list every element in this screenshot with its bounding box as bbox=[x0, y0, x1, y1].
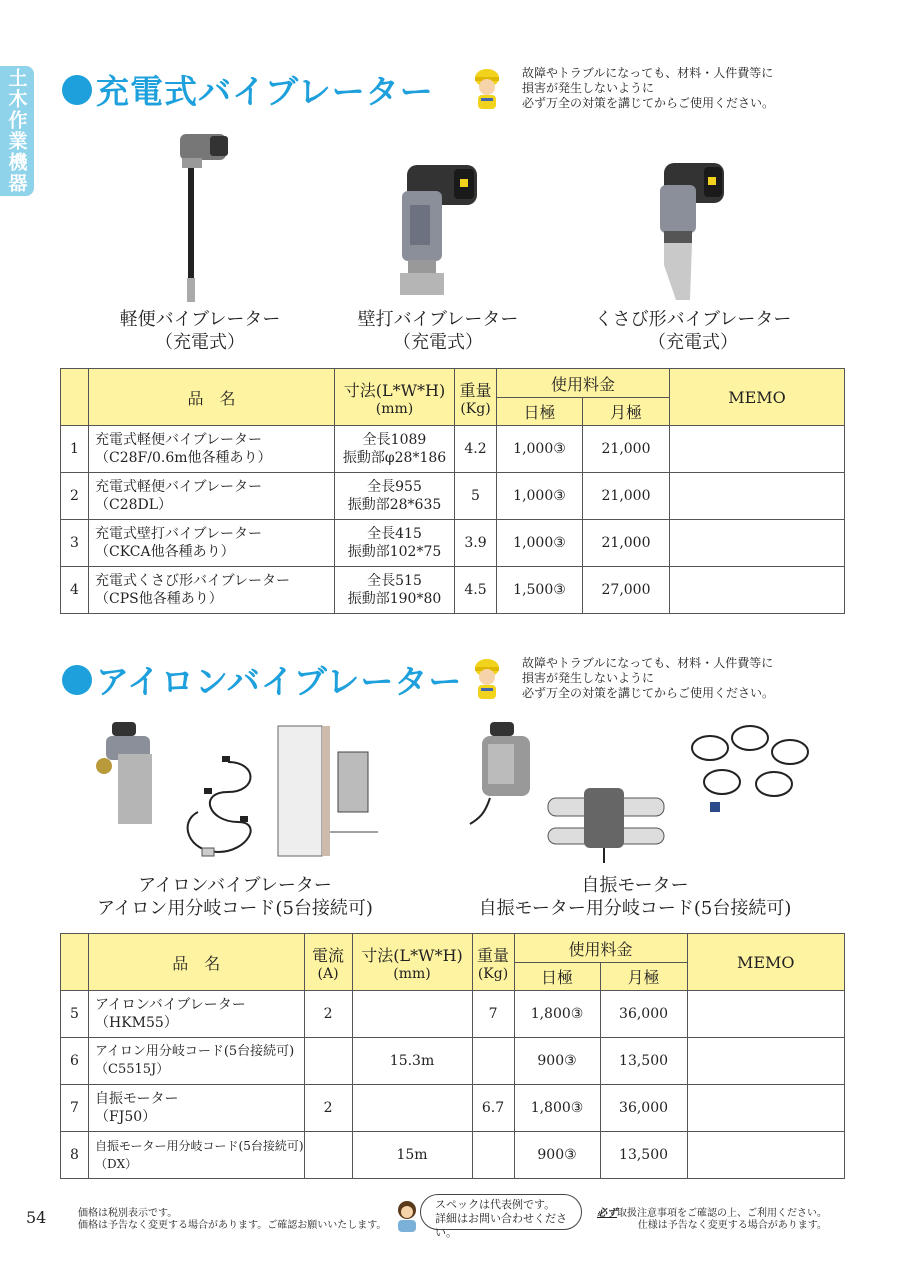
section-title-text: アイロンバイブレーター bbox=[96, 662, 463, 701]
caption-line: （充電式） bbox=[393, 332, 483, 353]
footer-line: 取扱注意事項をご確認の上、ご利用ください。 bbox=[617, 1208, 827, 1219]
table-row: 6 アイロン用分岐コード(5台接続可) （C5515J） 15.3m 900③ 13,500 bbox=[61, 1038, 845, 1085]
side-category-tab bbox=[0, 66, 34, 196]
footer-notes-right bbox=[597, 1208, 827, 1232]
caption-line: （充電式） bbox=[648, 332, 738, 353]
bubble-line: 詳細はお問い合わせください。 bbox=[435, 1212, 567, 1239]
memo-cell bbox=[670, 520, 845, 567]
header-no bbox=[61, 934, 89, 991]
spec-speech-bubble bbox=[420, 1194, 582, 1239]
header-day: 日極 bbox=[514, 963, 600, 991]
warning-line: 故障やトラブルになっても、材料・人件費等に bbox=[522, 66, 774, 80]
memo-cell bbox=[687, 1085, 844, 1132]
footer-line: 仕様は予告なく変更する場合があります。 bbox=[637, 1220, 827, 1231]
side-tab-label: 土木作業機器 bbox=[5, 68, 28, 194]
memo-cell bbox=[670, 426, 845, 473]
header-dim: 寸法(L*W*H) (mm) bbox=[352, 934, 472, 991]
header-memo: MEMO bbox=[670, 369, 845, 426]
warning-line: 必ず万全の対策を講じてからご使用ください。 bbox=[522, 686, 775, 700]
worker-icon bbox=[470, 66, 504, 112]
wall-vibrator-image bbox=[392, 155, 482, 305]
table-row: 8 自振モーター用分岐コード(5台接続可) （DX） 15m 900③ 13,500 bbox=[61, 1132, 845, 1179]
memo-cell bbox=[670, 567, 845, 614]
footer-notes-left bbox=[78, 1208, 386, 1232]
staff-icon bbox=[392, 1198, 422, 1234]
iron-vibrator-image bbox=[92, 718, 162, 828]
caption-line: （充電式） bbox=[155, 332, 245, 353]
header-weight: 重量 (Kg) bbox=[455, 369, 497, 426]
bubble-line: スペックは代表例です。 bbox=[435, 1198, 556, 1211]
memo-cell bbox=[670, 473, 845, 520]
table-row: 3 充電式壁打バイブレーター （CKCA他各種あり） 全長415 振動部102*75 3.9 1,000③ 21,000 bbox=[61, 520, 845, 567]
product-caption bbox=[100, 308, 300, 354]
warning-line: 故障やトラブルになっても、材料・人件費等に bbox=[522, 656, 774, 670]
header-dim: 寸法(L*W*H) (mm) bbox=[335, 369, 455, 426]
warning-notice-2 bbox=[470, 656, 774, 702]
memo-cell bbox=[687, 1132, 844, 1179]
table-row: 1 充電式軽便バイブレーター （C28F/0.6m他各種あり） 全長1089 振動部φ28*186 4.2 1,000③ 21,000 bbox=[61, 426, 845, 473]
warning-line: 必ず万全の対策を講じてからご使用ください。 bbox=[522, 96, 775, 110]
page-number: 54 bbox=[26, 1208, 47, 1227]
table-row: 4 充電式くさび形バイブレーター （CPS他各種あり） 全長515 振動部190*80 4.5 1,500③ 27,000 bbox=[61, 567, 845, 614]
rental-table-2 bbox=[60, 933, 845, 1179]
header-name: 品 名 bbox=[89, 369, 335, 426]
header-month: 月極 bbox=[583, 398, 670, 426]
header-fee: 使用料金 bbox=[497, 369, 670, 398]
title-dot-icon bbox=[62, 665, 92, 695]
table-row: 5 アイロンバイブレーター （HKM55） 2 7 1,800③ 36,000 bbox=[61, 991, 845, 1038]
rental-table-1 bbox=[60, 368, 845, 614]
header-current: 電流 (A) bbox=[304, 934, 352, 991]
section-title-1 bbox=[62, 66, 434, 113]
caption-line: 自振モーター bbox=[581, 875, 689, 896]
header-weight: 重量 (Kg) bbox=[472, 934, 514, 991]
section-title-2 bbox=[62, 656, 462, 703]
memo-cell bbox=[687, 1038, 844, 1085]
footer-line: 価格は予告なく変更する場合があります。ご確認お願いいたします。 bbox=[78, 1220, 387, 1231]
emphasis-text: 必ず bbox=[597, 1208, 617, 1219]
product-caption bbox=[338, 308, 538, 354]
caption-line: 軽便バイブレーター bbox=[119, 309, 281, 330]
memo-cell bbox=[687, 991, 844, 1038]
warning-notice-1 bbox=[470, 66, 774, 112]
table-row: 7 自振モーター （FJ50） 2 6.7 1,800③ 36,000 bbox=[61, 1085, 845, 1132]
formwork-diagram-image bbox=[274, 722, 384, 862]
product-caption bbox=[588, 308, 798, 354]
header-month: 月極 bbox=[600, 963, 687, 991]
product-caption bbox=[95, 874, 375, 920]
wedge-vibrator-image bbox=[652, 155, 732, 305]
caption-line: アイロン用分岐コード(5台接続可) bbox=[97, 898, 373, 919]
iron-branch-cord-image bbox=[168, 752, 268, 864]
header-fee: 使用料金 bbox=[514, 934, 687, 963]
warning-line: 損害が発生しないように bbox=[522, 671, 655, 685]
footer-line: 価格は税別表示です。 bbox=[78, 1208, 178, 1219]
header-memo: MEMO bbox=[687, 934, 844, 991]
worker-icon bbox=[470, 656, 504, 702]
table-row: 2 充電式軽便バイブレーター （C28DL） 全長955 振動部28*635 5 1,000③ 21,000 bbox=[61, 473, 845, 520]
header-no bbox=[61, 369, 89, 426]
header-name: 品 名 bbox=[89, 934, 305, 991]
caption-line: アイロンバイブレーター bbox=[138, 875, 332, 896]
title-dot-icon bbox=[62, 75, 92, 105]
caption-line: 自振モーター用分岐コード(5台接続可) bbox=[478, 898, 792, 919]
section-title-text: 充電式バイブレーター bbox=[96, 72, 434, 111]
warning-line: 損害が発生しないように bbox=[522, 81, 655, 95]
header-day: 日極 bbox=[497, 398, 583, 426]
self-vibration-motor-image bbox=[460, 718, 540, 828]
caption-line: くさび形バイブレーター bbox=[594, 309, 792, 330]
compact-vibrator-image bbox=[170, 128, 240, 308]
motor-branch-cord-image bbox=[678, 718, 818, 814]
product-caption bbox=[470, 874, 800, 920]
caption-line: 壁打バイブレーター bbox=[357, 309, 519, 330]
motor-on-pipe-image bbox=[544, 768, 668, 864]
